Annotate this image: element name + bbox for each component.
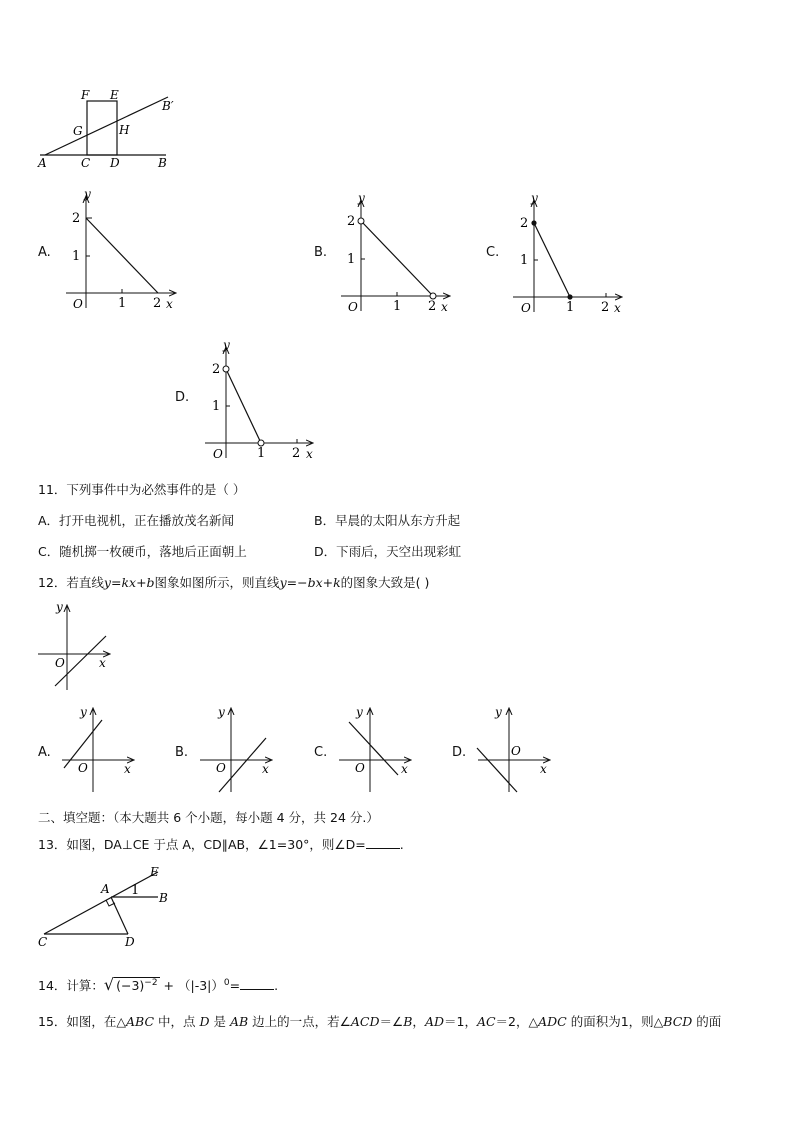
- axis-x-label: x: [540, 762, 547, 776]
- origin-label: O: [55, 656, 65, 670]
- q10-option-b-label[interactable]: B.: [314, 245, 328, 260]
- fig-top-label-A: A: [38, 156, 47, 170]
- origin-label: O: [355, 761, 365, 775]
- tick-label-1: 1: [212, 399, 221, 414]
- tick-label-1: 1: [566, 300, 575, 315]
- tick-label-2: 2: [428, 299, 437, 314]
- origin-label: O: [73, 297, 83, 311]
- q14-eq: =: [229, 978, 241, 993]
- q12-option-b-label[interactable]: B.: [175, 745, 189, 760]
- tick-label-2: 2: [601, 300, 610, 315]
- q15-text: 15．如图，在△: [38, 1014, 127, 1029]
- axis-y-label: y: [223, 338, 230, 352]
- q14-zero-exponent: 0: [223, 977, 230, 988]
- q15-var: AD: [424, 1014, 444, 1029]
- tick-label-2: 2: [292, 446, 301, 461]
- q13-label-1: 1: [131, 883, 140, 898]
- q12-eq2: y=−bx+k: [279, 575, 341, 590]
- q14-mid: + （|-3|）: [159, 978, 224, 993]
- q13-label-E: E: [150, 865, 159, 879]
- axis-y-label: y: [358, 191, 365, 205]
- q15-var: D: [199, 1014, 210, 1029]
- q14-stem: [38, 975, 278, 994]
- axis-x-label: x: [614, 301, 621, 315]
- q13-label-D: D: [125, 935, 135, 949]
- tick-label-2: 2: [72, 211, 81, 226]
- axis-y-label: y: [84, 187, 91, 201]
- sqrt-sign: √: [103, 975, 115, 994]
- q12-stem-suffix: 的图象大致是( ): [340, 575, 430, 590]
- origin-label: O: [521, 301, 531, 315]
- q15-var: BCD: [663, 1014, 693, 1029]
- q15-var: AB: [229, 1014, 249, 1029]
- axis-y-label: y: [356, 705, 363, 719]
- tick-label-1: 1: [347, 252, 356, 267]
- tick-label-2: 2: [347, 214, 356, 229]
- origin-label: O: [348, 300, 358, 314]
- q15-var: AC: [476, 1014, 496, 1029]
- q13-stem-suffix: .: [399, 837, 404, 852]
- axis-y-label: y: [495, 705, 502, 719]
- tick-label-2: 2: [212, 362, 221, 377]
- axis-y-label: y: [531, 191, 538, 205]
- axis-y-label: y: [218, 705, 225, 719]
- q15-text: ＝2，△: [495, 1014, 539, 1029]
- q12-stem-prefix: 12．若直线: [38, 575, 104, 590]
- q13-stem-text: 13．如图，DA⊥CE 于点 A，CD∥AB，∠1=30°，则∠D=: [38, 837, 366, 852]
- q14-exponent: −2: [144, 977, 158, 988]
- q11-option-a[interactable]: A．打开电视机，正在播放茂名新闻: [38, 513, 235, 528]
- q11-option-d[interactable]: D．下雨后，天空出现彩虹: [314, 544, 462, 559]
- fig-top-label-E: E: [110, 88, 119, 102]
- tick-label-2: 2: [520, 216, 529, 231]
- origin-label: O: [216, 761, 226, 775]
- fig-top-label-G: G: [73, 124, 83, 138]
- tick-label-1: 1: [257, 446, 266, 461]
- q12-option-a-label[interactable]: A.: [38, 745, 51, 760]
- q15-text: ＝1，: [444, 1014, 477, 1029]
- q14-prefix: 14．计算：: [38, 978, 104, 993]
- fig-top-label-B: B: [158, 156, 167, 170]
- q12-option-d-label[interactable]: D.: [452, 745, 467, 760]
- q15-stem: [38, 1012, 721, 1030]
- q15-var: B: [403, 1014, 413, 1029]
- fig-top-label-D: D: [110, 156, 120, 170]
- axis-y-label: y: [56, 600, 63, 614]
- tick-label-1: 1: [118, 296, 127, 311]
- q10-option-a-label[interactable]: A.: [38, 245, 51, 260]
- axis-x-label: x: [306, 447, 313, 461]
- q15-text: ，: [412, 1014, 425, 1029]
- q15-text: 的面: [692, 1014, 722, 1029]
- q12-eq1: y=kx+b: [103, 575, 155, 590]
- q15-var: ACD: [350, 1014, 380, 1029]
- q14-answer-blank[interactable]: [240, 979, 274, 990]
- q15-text: 中，点: [154, 1014, 200, 1029]
- origin-label: O: [78, 761, 88, 775]
- axis-x-label: x: [99, 656, 106, 670]
- q14-suffix: .: [274, 978, 279, 993]
- tick-label-1: 1: [520, 253, 529, 268]
- q15-text: ＝∠: [379, 1014, 404, 1029]
- fig-top-label-F: F: [81, 88, 90, 102]
- q15-var: ABC: [126, 1014, 155, 1029]
- q15-text: 边上的一点，若∠: [248, 1014, 351, 1029]
- q15-var: ADC: [538, 1014, 567, 1029]
- q11-option-c[interactable]: C．随机掷一枚硬币，落地后正面朝上: [38, 544, 247, 559]
- tick-label-1: 1: [72, 249, 81, 264]
- axis-x-label: x: [401, 762, 408, 776]
- axis-x-label: x: [441, 300, 448, 314]
- fig-top-label-H: H: [119, 123, 130, 137]
- origin-label: O: [511, 744, 521, 758]
- fig-top-label-C: C: [81, 156, 91, 170]
- tick-label-2: 2: [153, 296, 162, 311]
- q13-label-C: C: [38, 935, 48, 949]
- axis-x-label: x: [166, 297, 173, 311]
- q15-text: 是: [209, 1014, 230, 1029]
- axis-y-label: y: [80, 705, 87, 719]
- q11-stem: 11．下列事件中为必然事件的是（ ）: [38, 482, 246, 497]
- q15-text: 的面积为1，则△: [566, 1014, 664, 1029]
- section2-title: 二、填空题：（本大题共 6 个小题，每小题 4 分，共 24 分.）: [38, 810, 379, 825]
- origin-label: O: [213, 447, 223, 461]
- fig-top-label-Bprime: B′: [162, 99, 174, 113]
- tick-label-1: 1: [393, 299, 402, 314]
- q11-option-b[interactable]: B．早晨的太阳从东方升起: [314, 513, 461, 528]
- q12-stem-mid: 图象如图所示，则直线: [154, 575, 280, 590]
- q13-label-A: A: [101, 882, 110, 896]
- q14-radicand: $(-3)^{-2}$: [116, 977, 158, 993]
- q12-option-c-label[interactable]: C.: [314, 745, 328, 760]
- axis-x-label: x: [124, 762, 131, 776]
- axis-x-label: x: [262, 762, 269, 776]
- q13-label-B: B: [159, 891, 168, 905]
- q10-option-c-label[interactable]: C.: [486, 245, 500, 260]
- q10-option-d-label[interactable]: D.: [175, 390, 190, 405]
